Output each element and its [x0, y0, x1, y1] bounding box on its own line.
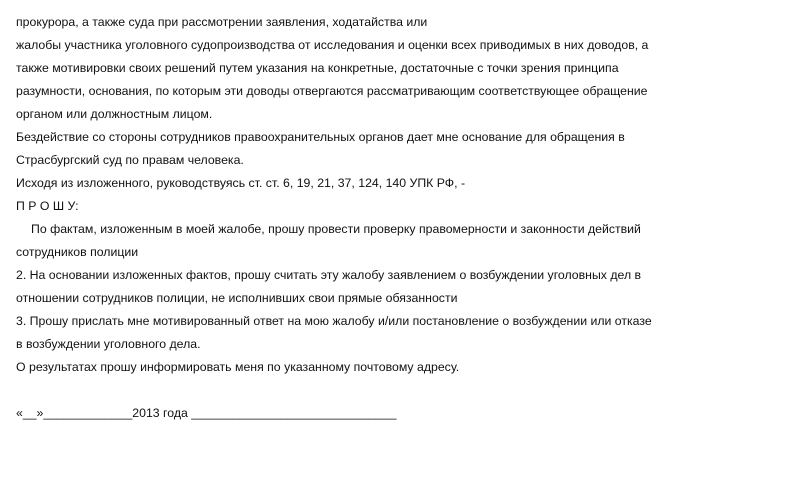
- request-item-1: По фактам, изложенным в моей жалобе, прошу провести проверку правомерности и законности действий: [31, 222, 641, 236]
- request-heading: П Р О Ш У:: [16, 199, 79, 213]
- text-line: разумности, основания, по которым эти доводы отвергаются рассматривающим соответствующее обращение: [16, 84, 648, 98]
- text-line: Бездействие со стороны сотрудников правоохранительных органов дает мне основание для обращения в: [16, 130, 625, 144]
- text-line: жалобы участника уголовного судопроизводства от исследования и оценки всех приводимых в них доводов, а: [16, 38, 649, 52]
- request-item-3-cont: в возбуждении уголовного дела.: [16, 337, 201, 351]
- closing-statement: О результатах прошу информировать меня по указанному почтовому адресу.: [16, 360, 460, 374]
- text-line: Страсбургский суд по правам человека.: [16, 153, 244, 167]
- request-item-2: 2. На основании изложенных фактов, прошу считать эту жалобу заявлением о возбуждении уголовных дел в: [16, 268, 642, 282]
- text-line: Исходя из изложенного, руководствуясь ст. ст. 6, 19, 21, 37, 124, 140 УПК РФ, -: [16, 176, 466, 190]
- text-line: прокурора, а также суда при рассмотрении заявления, ходатайства или: [16, 15, 428, 29]
- request-item-1-cont: сотрудников полиции: [16, 245, 139, 259]
- document-body: [16, 11, 776, 425]
- spacer: [16, 379, 776, 402]
- text-line: также мотивировки своих решений путем указания на конкретные, достаточные с точки зрения принципа: [16, 61, 619, 75]
- text-line: органом или должностным лицом.: [16, 107, 213, 121]
- request-item-3: 3. Прошу прислать мне мотивированный ответ на мою жалобу и/или постановление о возбуждении или отказе: [16, 314, 652, 328]
- request-item-2-cont: отношении сотрудников полиции, не исполнивших свои прямые обязанности: [16, 291, 458, 305]
- signature-line: «__»_____________2013 года ______________________________: [16, 406, 397, 420]
